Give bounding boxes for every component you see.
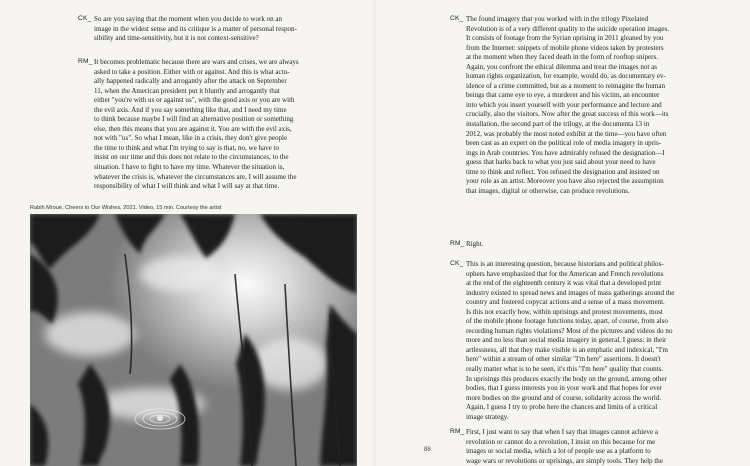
speaker-label: RM_	[78, 58, 93, 65]
reflection-image	[30, 214, 357, 466]
entry-text: First, I just want to say that when I say that images cannot achieve a revolution or cannot do a revolution, I insist on this because for me images or social media, which a lot of people use as a platform to wage wars or revolutions or uprisings, are simply tools. They help the	[466, 428, 663, 465]
entry-text: The found imagery that you worked with in the trilogy Pixelated Revolution is of a very different quality to the suicide operation images. It consists of footage from the Syrian uprising in 2011 gleaned by you from the Internet: snippets of mobile phone videos taken by protesters at the moment when they faced death in the form of rooftop snipers. Again, you confront the ethical dilemma and treat the images not as human rights organization, for example, would do, as documentary ev- idence of a crime committed, but as a moment to reimagine the human beings that came eye to eye, a murderer and his victim, an encounter into which you insert yourself with your performance and lecture and crucially, also the visitors. Now after the great success of this work—its installation, the second part of the trilogy, at the documenta 13 in 2012, was probably the most noted exhibit at the time—you have often been cast as an expert on the political role of media imagery in upris- ings in Arab countries. You have admirably refused the designation—I guess that harks back to what you just said about your need to have time to think and reflect. You refused the designation and insisted on your role as an artist. Moreover you have also rejected the assumption that images, digital or otherwise, can produce revolutions.	[466, 15, 670, 195]
video-still-photo	[30, 214, 357, 466]
page-gutter	[374, 0, 376, 466]
entry-text: So are you saying that the moment when you decide to work on an image in the widest sense and its critique is a matter of personal respon- sibility and time-sensitivity, but it is not context-sensitive?	[94, 15, 297, 43]
entry-text: This is an interesting question, because historians and political philos- ophers have emphasized that for the American and French revolutions at the end of the eighteenth century it was vital that a developed print industry existed to spread news and images of mass gatherings around the country and fostered copycat actions and a sense of a mass movement. Is this not exactly how, within uprisings and protest movements, most of the mobile phone footage functions today, apart, of course, from also recording human rights violations? Most of the pictures and videos do no more and no less than social media imagery in general, I guess: in their artlessness, all that they make visible is an emphatic and indexical, "I'm here" within a stream of other similar "I'm here" assertions. It doesn't really matter what is to be seen, it's this "I'm here" quality that counts. In uprisings this produces exactly the body on the ground, among other bodies, that I guess interests you in your work and that hopes for ever more bodies on the ground and of course, solidarity across the world. Again, I guess I try to probe here the chances and limits of a critical image strategy.	[466, 260, 675, 421]
page-number: 88	[424, 447, 431, 453]
speaker-label: RM_	[450, 240, 465, 247]
speaker-label: RM_	[450, 428, 465, 435]
entry-text: Right.	[466, 240, 484, 248]
figure-caption: Rabih Mroué, Cheers to Our Wishes, 2021. Video, 15 min. Courtesy the artist	[30, 205, 222, 211]
speaker-label: CK_	[450, 15, 464, 22]
speaker-label: CK_	[78, 15, 92, 22]
speaker-label: CK_	[450, 260, 464, 267]
entry-text: It becomes problematic because there are wars and crises, we are always asked to take a position. Either with or against. And this is what actu- ally happened radically and arrogantly after the attack on September 11, when the American president put it bluntly and arrogantly that either "you're with us or against us", with the good axis or you are with the evil axis. And if you say something like that, and I need my time to think because maybe I will find an alternative position or something else, then this means that you are against it. You are with the evil axis, not with "us". So what I mean, like in a crisis, they don't give people the time to think and what I'm trying to say is that, no, we have to insist on our time and this does not relate to the circumstances, to the situation. I have to fight to have my time. Whatever the situation is, whatever the crisis is, whatever the circumstances are, I will assume the responsibility of what I will think and what I will say at that time.	[94, 58, 299, 191]
